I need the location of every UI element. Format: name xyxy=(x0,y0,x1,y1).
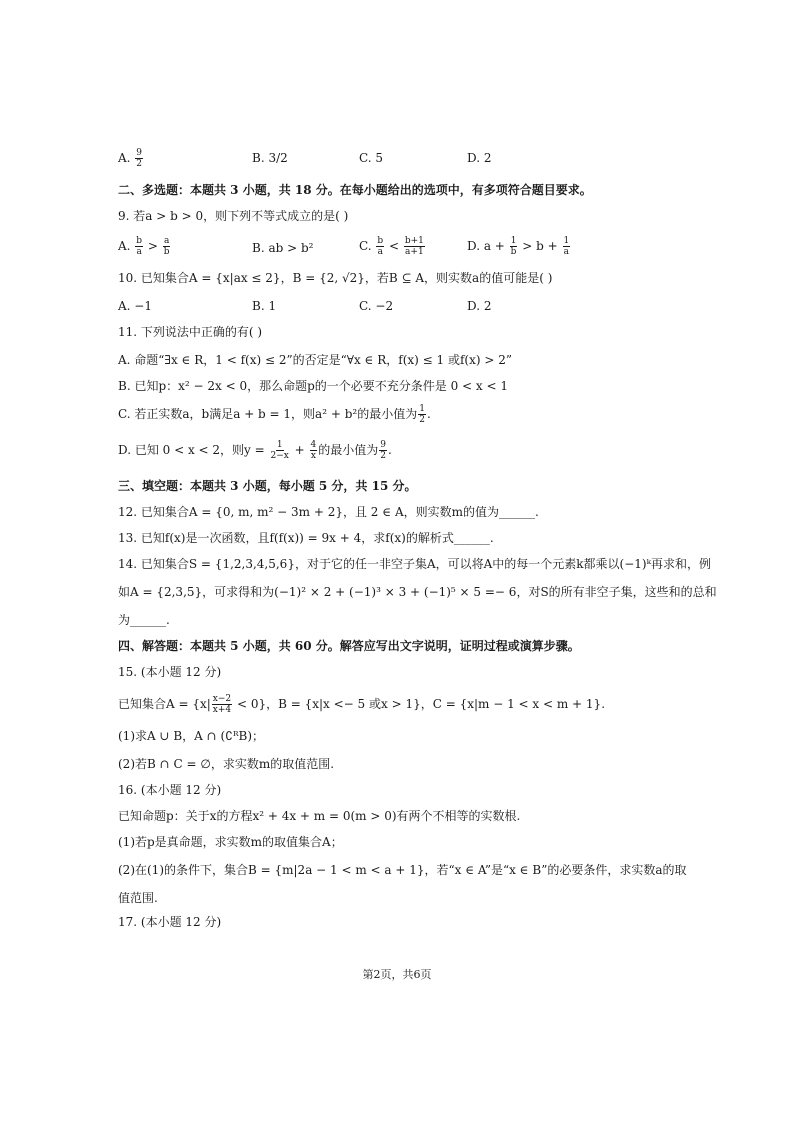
q9-option-d: D. a + $\frac{1}{b}$ > b + $\frac{1}{a}$ xyxy=(467,236,570,257)
q10-option-c: C. −2 xyxy=(359,299,394,313)
q15-title: 15. (本小题 12 分) xyxy=(118,665,222,679)
q11-option-b: B. 已知p：x² − 2x < 0，那么命题p的一个必要不充分条件是 0 < x < 1 xyxy=(118,379,509,393)
q11-option-c: C. 若正实数a，b满足a + b = 1，则a² + b²的最小值为 $\frac{1}{2}$ . xyxy=(118,404,431,425)
section-header-multiple-choice: 二、多选题：本题共 3 小题，共 18 分。在每小题给出的选项中，有多项符合题目要求。 xyxy=(118,183,592,197)
q16-part1: (1)若p是真命题，求实数m的取值集合A； xyxy=(118,835,343,849)
q8-option-a-fraction: $\frac{9}{2}$ xyxy=(136,148,143,169)
q8-option-d: D. 2 xyxy=(467,151,492,165)
q16-title: 16. (本小题 12 分) xyxy=(118,783,222,797)
section-header-solutions: 四、解答题：本题共 5 小题，共 60 分。解答应写出文字说明，证明过程或演算步骤。 xyxy=(118,639,580,653)
q9-option-b: B. ab > b² xyxy=(252,241,314,255)
q11-option-d: D. 已知 0 < x < 2，则y = $\frac{1}{2-x}$ + $\frac{4}{x}$ 的最小值为 $\frac{9}{2}$ . xyxy=(118,440,392,461)
q15-part1: (1)求A ∪ B，A ∩ (∁ᴿB)； xyxy=(118,729,265,743)
q14-line3: 为______. xyxy=(118,613,170,627)
q17-title: 17. (本小题 12 分) xyxy=(118,915,222,929)
q16-part2-line2: 值范围. xyxy=(118,891,158,905)
section-header-fill-in: 三、填空题：本题共 3 小题，每小题 5 分，共 15 分。 xyxy=(118,479,417,493)
q11-stem: 11. 下列说法中正确的有( ) xyxy=(118,325,263,339)
q14-line2: 如A = {2,3,5}，可求得和为(−1)² × 2 + (−1)³ × 3 + (−1)⁵ × 5 =− 6，对S的所有非空子集，这些和的总和 xyxy=(118,585,717,599)
q10-option-b: B. 1 xyxy=(252,299,277,313)
q16-part2-line1: (2)在(1)的条件下，集合B = {m|2a − 1 < m < a + 1}，若“x ∈ A”是“x ∈ B”的必要条件，求实数a的取 xyxy=(118,863,687,877)
q10-option-d: D. 2 xyxy=(467,299,492,313)
q8-option-c: C. 5 xyxy=(359,151,384,165)
q9-option-a: A. $\frac{b}{a}$ > $\frac{a}{b}$ xyxy=(118,236,170,257)
q10-stem: 10. 已知集合A = {x|ax ≤ 2}，B = {2, √2}，若B ⊆ A，则实数a的值可能是( ) xyxy=(118,271,553,285)
q14-line1: 14. 已知集合S = {1,2,3,4,5,6}，对于它的任一非空子集A，可以将A中的每一个元素k都乘以(−1)ᵏ再求和，例 xyxy=(118,557,711,571)
q12: 12. 已知集合A = {0, m, m² − 3m + 2}，且 2 ∈ A，则实数m的值为______. xyxy=(118,505,539,519)
page-footer: 第2页，共6页 xyxy=(362,968,432,981)
q11-option-a: A. 命题“∃x ∈ R，1 < f(x) ≤ 2”的否定是“∀x ∈ R，f(x) ≤ 1 或f(x) > 2” xyxy=(118,353,513,367)
q15-given: 已知集合A = {x| $\frac{x-2}{x+4}$ < 0}，B = {x|x <− 5 或x > 1}，C = {x|m − 1 < x < m + 1}. xyxy=(118,694,606,715)
q15-part2: (2)若B ∩ C = ∅，求实数m的取值范围. xyxy=(118,757,335,771)
q9-stem: 9. 若a > b > 0，则下列不等式成立的是( ) xyxy=(118,209,349,223)
q9-option-c: C. $\frac{b}{a}$ < $\frac{b+1}{a+1}$ xyxy=(359,236,424,257)
q10-option-a: A. −1 xyxy=(118,299,152,313)
q13: 13. 已知f(x)是一次函数，且f(f(x)) = 9x + 4，求f(x)的解析式______. xyxy=(118,531,494,545)
q16-given: 已知命题p：关于x的方程x² + 4x + m = 0(m > 0)有两个不相等的实数根. xyxy=(118,809,521,823)
q8-option-b: B. 3/2 xyxy=(252,151,288,165)
q8-option-a: A. $\frac{9}{2}$ xyxy=(118,148,143,169)
